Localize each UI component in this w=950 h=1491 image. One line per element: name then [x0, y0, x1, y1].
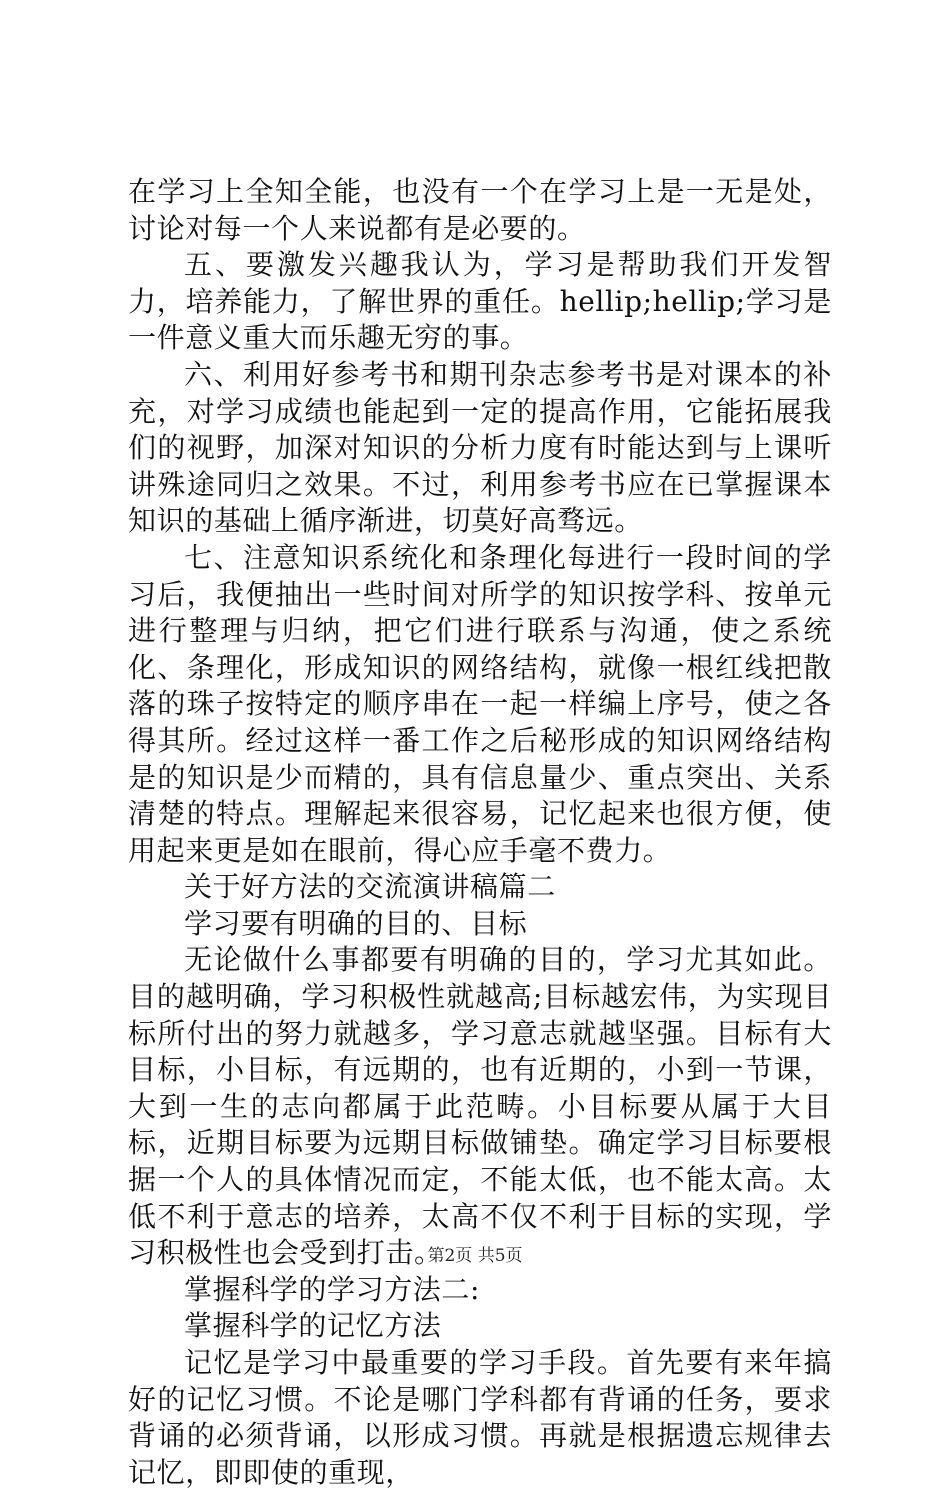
- subheading-memory-methods: 掌握科学的记忆方法: [184, 1309, 442, 1343]
- paragraph-goals: 无论做什么事都要有明确的目的，学习尤其如此。目的越明确，学习积极性就越高;目标越宏伟，为实现目标所付出的努力就越多，学习意志就越坚强。目标有大目标，小目标，有远期的，也有近期的，小到一节课，大到一生的志向都属于此范畴。小目标要从属于大目标，近期目标要为远期目标做铺垫。确定学习目标要根据一个人的具体情况而定，不能太低，也不能太高。太低不利于意志的培养，太高不仅不利于目标的实现，学习积极性也会受到打击。: [128, 943, 832, 1270]
- paragraph-continued: 在学习上全知全能，也没有一个在学习上是一无是处，讨论对每一个人来说都有是必要的。: [128, 175, 832, 245]
- paragraph-five-interest: 五、要激发兴趣我认为，学习是帮助我们开发智力，培养能力，了解世界的重任。hellip;hellip;学习是一件意义重大而乐趣无穷的事。: [128, 248, 832, 355]
- paragraph-seven-systematize: 七、注意知识系统化和条理化每进行一段时间的学习后，我便抽出一些时间对所学的知识按学科、按单元进行整理与归纳，把它们进行联系与沟通，使之系统化、条理化，形成知识的网络结构，就像一根红线把散落的珠子按特定的顺序串在一起一样编上序号，使之各得其所。经过这样一番工作之后秘形成的知识网络结构是的知识是少而精的，具有信息量少、重点突出、关系清楚的特点。理解起来很容易，记忆起来也很方便，使用起来更是如在眼前，得心应手毫不费力。: [128, 540, 832, 867]
- paragraph-memory: 记忆是学习中最重要的学习手段。首先要有来年搞好的记忆习惯。不论是哪门学科都有背诵的任务，要求背诵的必须背诵，以形成习惯。再就是根据遗忘规律去记忆，即即使的重现，: [128, 1346, 832, 1489]
- subheading-scientific-methods: 掌握科学的学习方法二:: [184, 1272, 481, 1306]
- paragraph-six-reference-books: 六、利用好参考书和期刊杂志参考书是对课本的补充，对学习成绩也能起到一定的提高作用，它能拓展我们的视野，加深对知识的分析力度有时能达到与上课听讲殊途同归之效果。不过，利用参考书应在已掌握课本知识的基础上循序渐进，切莫好高骛远。: [128, 357, 832, 538]
- section-heading-part-two: 关于好方法的交流演讲稿篇二: [184, 870, 556, 904]
- subheading-clear-goals: 学习要有明确的目的、目标: [184, 906, 528, 940]
- page-number-footer: 第2页 共5页: [427, 1246, 523, 1266]
- document-body: [128, 174, 832, 1491]
